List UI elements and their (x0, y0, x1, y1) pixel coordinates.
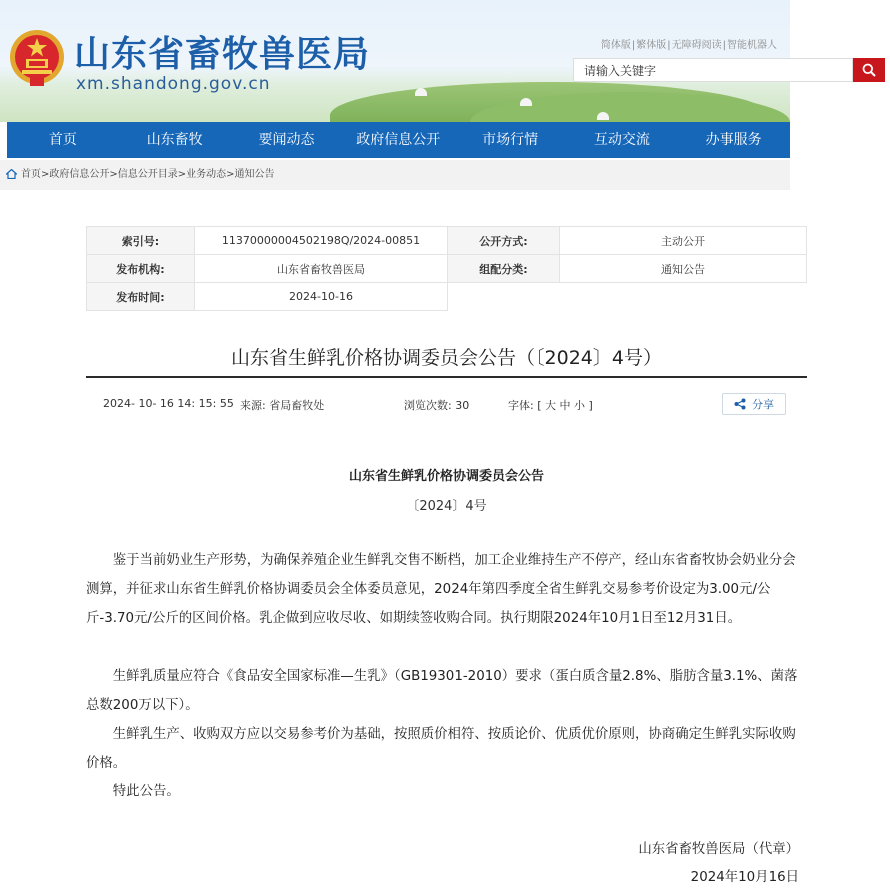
site-title[interactable]: 山东省畜牧兽医局 (74, 34, 371, 75)
article-body (86, 662, 807, 720)
search-button[interactable] (853, 58, 885, 82)
home-icon (6, 169, 17, 179)
link-simplified[interactable]: 简体版 (600, 40, 631, 51)
meta-empty (560, 283, 807, 311)
article-body (86, 720, 807, 778)
site-domain: xm.shandong.gov.cn (76, 74, 271, 94)
paragraph: 生鲜乳质量应符合《食品安全国家标准—生乳》（GB19301-2010）要求（蛋白质含量2.8%、脂肪含量3.1%、菌落总数200万以下）。 (86, 669, 798, 713)
publish-datetime: 2024- 10- 16 14: 15: 55 (103, 397, 234, 410)
doc-number: 〔2024〕4号 (406, 499, 487, 514)
meta-label: 公开方式: (448, 227, 560, 255)
nav-services[interactable]: 办事服务 (705, 132, 762, 148)
meta-value: 主动公开 (560, 227, 807, 255)
nav-market[interactable]: 市场行情 (482, 132, 539, 148)
sign-date: 2024年10月16日 (690, 870, 799, 885)
nav-interaction[interactable]: 互动交流 (593, 132, 650, 148)
meta-value: 11370000004502198Q/2024-00851 (195, 227, 448, 255)
view-count: 浏览次数: 30 (404, 399, 470, 412)
article-body (86, 777, 807, 806)
search-box (573, 58, 853, 82)
banner-yurt (415, 88, 427, 96)
link-traditional[interactable]: 繁体版 (636, 40, 667, 51)
breadcrumb (0, 160, 790, 190)
paragraph: 特此公告。 (112, 784, 180, 799)
national-emblem-icon (8, 28, 66, 90)
meta-table (86, 226, 807, 311)
link-robot[interactable]: 智能机器人 (727, 40, 777, 51)
meta-value: 通知公告 (560, 255, 807, 283)
font-size-switch[interactable]: 字体: [ 大 中 小 ] (508, 399, 593, 412)
search-icon (862, 63, 876, 77)
meta-value: 2024-10-16 (195, 283, 448, 311)
banner-yurt (597, 112, 609, 120)
nav-home[interactable]: 首页 (48, 132, 77, 148)
search-input[interactable] (582, 60, 846, 82)
meta-value: 山东省畜牧兽医局 (195, 255, 448, 283)
doc-heading: 山东省生鲜乳价格协调委员会公告 (348, 469, 544, 484)
share-button[interactable] (722, 393, 786, 415)
nav-news[interactable]: 要闻动态 (258, 132, 315, 148)
signature: 山东省畜牧兽医局（代章） (638, 842, 799, 857)
paragraph: 生鲜乳生产、收购双方应以交易参考价为基础，按照质价相符、按质论价、优质优价原则，协商确定生鲜乳实际收购价格。 (86, 727, 796, 771)
article-source: 来源: 省局畜牧处 (240, 399, 325, 412)
meta-label: 组配分类: (448, 255, 560, 283)
banner-yurt (520, 98, 532, 106)
paragraph: 鉴于当前奶业生产形势，为确保养殖企业生鲜乳交售不断档，加工企业维持生产不停产，经山东省畜牧协会奶业分会测算，并征求山东省生鲜乳价格协调委员会全体委员意见，2024年第四季度全省生鲜乳交易参考价设定为3.00元/公斤-3.70元/公斤的区间价格。乳企做到应收尽收、如期续签收购合同。执行期限2024年10月1日至12月31日。 (86, 553, 796, 626)
title-divider (86, 376, 807, 378)
meta-empty (448, 283, 560, 311)
article-body (86, 546, 807, 633)
meta-label: 发布时间: (87, 283, 195, 311)
link-accessibility[interactable]: 无障碍阅读 (671, 40, 722, 51)
share-icon (734, 398, 746, 410)
main-nav (7, 122, 790, 158)
breadcrumb-path[interactable]: 首页>政府信息公开>信息公开目录>业务动态>通知公告 (21, 169, 275, 180)
meta-label: 索引号: (87, 227, 195, 255)
share-label: 分享 (752, 398, 774, 411)
nav-shandong-livestock[interactable]: 山东畜牧 (146, 132, 203, 148)
top-links: 简体版|繁体版|无障碍阅读|智能机器人 (600, 40, 777, 51)
article-title: 山东省生鲜乳价格协调委员会公告（〔2024〕4号） (231, 347, 662, 369)
meta-label: 发布机构: (87, 255, 195, 283)
nav-gov-info[interactable]: 政府信息公开 (356, 132, 441, 148)
